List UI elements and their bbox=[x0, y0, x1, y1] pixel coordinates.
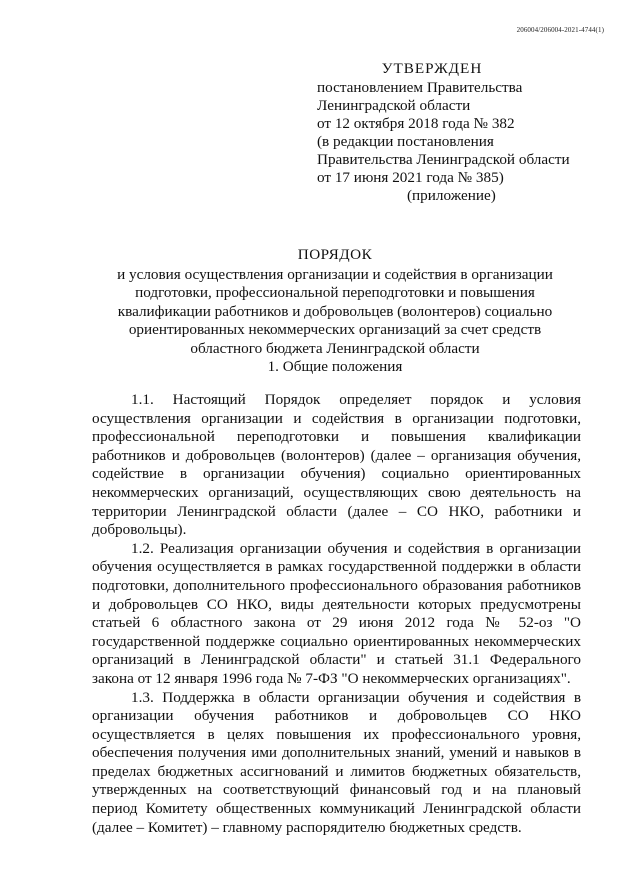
paragraph-1-1: 1.1. Настоящий Порядок определяет порядок и условия осуществления организации и содействия в организации подготовки, профессиональной переподготовки и повышения квалификации работников и добровольцев (волонтеров) (далее – организация обучения, содействие в организации обучения) социально ориентированных некоммерческих организаций, осуществляющих свою деятельность на территории Ленинградской области (далее – СО НКО, работники и добровольцы). bbox=[92, 391, 581, 539]
approval-block bbox=[317, 60, 587, 205]
approval-heading: УТВЕРЖДЕН bbox=[381, 60, 483, 77]
document-title-block bbox=[92, 246, 578, 358]
section-body bbox=[92, 391, 581, 837]
document-subtitle-line: подготовки, профессиональной переподготовки и повышения bbox=[135, 284, 535, 301]
document-id: 206004/206004-2021-4744(1) bbox=[516, 26, 604, 34]
document-title: ПОРЯДОК bbox=[297, 246, 373, 263]
approval-line: от 12 октября 2018 года № 382 bbox=[317, 115, 515, 132]
document-subtitle-line: и условия осуществления организации и содействия в организации bbox=[117, 265, 553, 283]
approval-line: от 17 июня 2021 года № 385) bbox=[317, 169, 504, 186]
section-heading: 1. Общие положения bbox=[267, 358, 403, 375]
approval-appendix: (приложение) bbox=[407, 187, 496, 204]
document-subtitle-line: областного бюджета Ленинградской области bbox=[190, 339, 480, 357]
paragraph-1-2: 1.2. Реализация организации обучения и содействия в организации обучения осуществляется в рамках государственной поддержки в области подготовки, дополнительного профессионального образования работников и добровольцев СО НКО, виды деятельности которых предусмотрены статьей 6 областного закона от 29 июня 2012 года № 52-оз "О государственной поддержке социально ориентированных некоммерческих организаций в Ленинградской области" и статьей 31.1 Федерального закона от 12 января 1996 года № 7-ФЗ "О некоммерческих организациях". bbox=[92, 539, 581, 687]
paragraph-1-3: 1.3. Поддержка в области организации обучения и содействия в организации обучения работников и добровольцев СО НКО осуществляется в целях повышения их профессионального уровня, обеспечения получения ими дополнительных знаний, умений и навыков в пределах бюджетных ассигнований и лимитов бюджетных обязательств, утвержденных на соответствующий финансовый год и на плановый период Комитету общественных коммуникаций Ленинградской области (далее – Комитет) – главному распорядителю бюджетных средств. bbox=[92, 688, 581, 836]
approval-line: постановлением Правительства bbox=[317, 79, 523, 96]
approval-line: (в редакции постановления bbox=[317, 133, 494, 150]
document-subtitle-line: квалификации работников и добровольцев (волонтеров) социально bbox=[117, 302, 553, 320]
document-subtitle-line: ориентированных некоммерческих организаций за счет средств bbox=[128, 321, 542, 338]
approval-line: Правительства Ленинградской области bbox=[317, 151, 570, 168]
approval-line: Ленинградской области bbox=[317, 97, 471, 114]
